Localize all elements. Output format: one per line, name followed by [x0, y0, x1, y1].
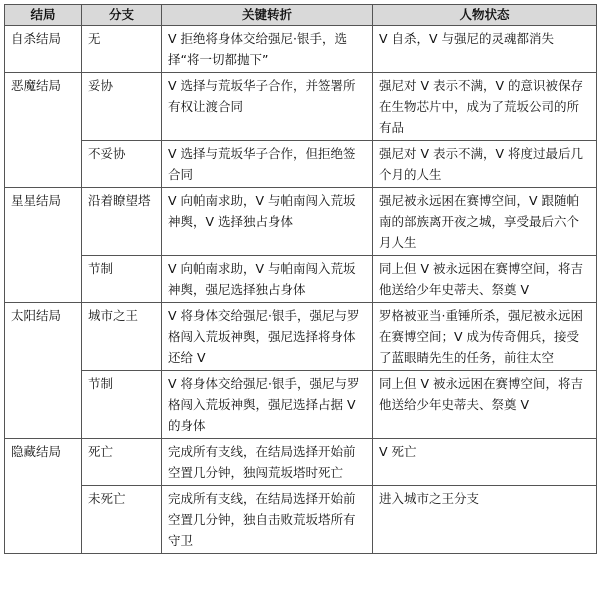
table-row [5, 439, 597, 486]
endings-table [4, 4, 597, 554]
table-row [5, 256, 597, 303]
table-row [5, 371, 597, 439]
turning-point-cell: V 拒绝将身体交给强尼·银手，选择“将一切都抛下” [162, 26, 373, 73]
header-status: 人物状态 [373, 5, 597, 26]
table-row [5, 73, 597, 141]
turning-point-cell: V 将身体交给强尼·银手，强尼与罗格闯入荒坂神舆，强尼选择占据 V 的身体 [162, 371, 373, 439]
header-branch: 分支 [82, 5, 162, 26]
status-cell: V 自杀，V 与强尼的灵魂都消失 [373, 26, 597, 73]
branch-cell: 节制 [82, 371, 162, 439]
table-row [5, 303, 597, 371]
branch-cell: 死亡 [82, 439, 162, 486]
status-cell: 同上但 V 被永远困在赛博空间，将吉他送给少年史蒂夫、祭奠 V [373, 371, 597, 439]
branch-cell: 妥协 [82, 73, 162, 141]
branch-cell: 未死亡 [82, 486, 162, 554]
header-ending: 结局 [5, 5, 82, 26]
header-turning-point: 关键转折 [162, 5, 373, 26]
status-cell: 罗格被亚当·重锤所杀，强尼被永远困在赛博空间；V 成为传奇佣兵，接受了蓝眼睛先生的任务，前往太空 [373, 303, 597, 371]
status-cell: V 死亡 [373, 439, 597, 486]
table-row [5, 26, 597, 73]
branch-cell: 不妥协 [82, 141, 162, 188]
table-row [5, 188, 597, 256]
header-row [5, 5, 597, 26]
table-row [5, 141, 597, 188]
turning-point-cell: V 选择与荒坂华子合作，但拒绝签合同 [162, 141, 373, 188]
status-cell: 强尼对 V 表示不满，V 的意识被保存在生物芯片中，成为了荒坂公司的所有品 [373, 73, 597, 141]
turning-point-cell: 完成所有支线，在结局选择开始前空置几分钟，独自击败荒坂塔所有守卫 [162, 486, 373, 554]
turning-point-cell: V 向帕南求助，V 与帕南闯入荒坂神舆，强尼选择独占身体 [162, 256, 373, 303]
branch-cell: 无 [82, 26, 162, 73]
ending-cell: 太阳结局 [5, 303, 82, 439]
status-cell: 强尼对 V 表示不满，V 将度过最后几个月的人生 [373, 141, 597, 188]
table-row [5, 486, 597, 554]
branch-cell: 沿着瞭望塔 [82, 188, 162, 256]
status-cell: 进入城市之王分支 [373, 486, 597, 554]
ending-cell: 自杀结局 [5, 26, 82, 73]
status-cell: 强尼被永远困在赛博空间，V 跟随帕南的部族离开夜之城，享受最后六个月人生 [373, 188, 597, 256]
ending-cell: 星星结局 [5, 188, 82, 303]
turning-point-cell: V 选择与荒坂华子合作，并签署所有权让渡合同 [162, 73, 373, 141]
turning-point-cell: V 将身体交给强尼·银手，强尼与罗格闯入荒坂神舆，强尼选择将身体还给 V [162, 303, 373, 371]
branch-cell: 节制 [82, 256, 162, 303]
ending-cell: 隐藏结局 [5, 439, 82, 554]
turning-point-cell: 完成所有支线，在结局选择开始前空置几分钟，独闯荒坂塔时死亡 [162, 439, 373, 486]
turning-point-cell: V 向帕南求助，V 与帕南闯入荒坂神舆，V 选择独占身体 [162, 188, 373, 256]
status-cell: 同上但 V 被永远困在赛博空间，将吉他送给少年史蒂夫、祭奠 V [373, 256, 597, 303]
branch-cell: 城市之王 [82, 303, 162, 371]
ending-cell: 恶魔结局 [5, 73, 82, 188]
